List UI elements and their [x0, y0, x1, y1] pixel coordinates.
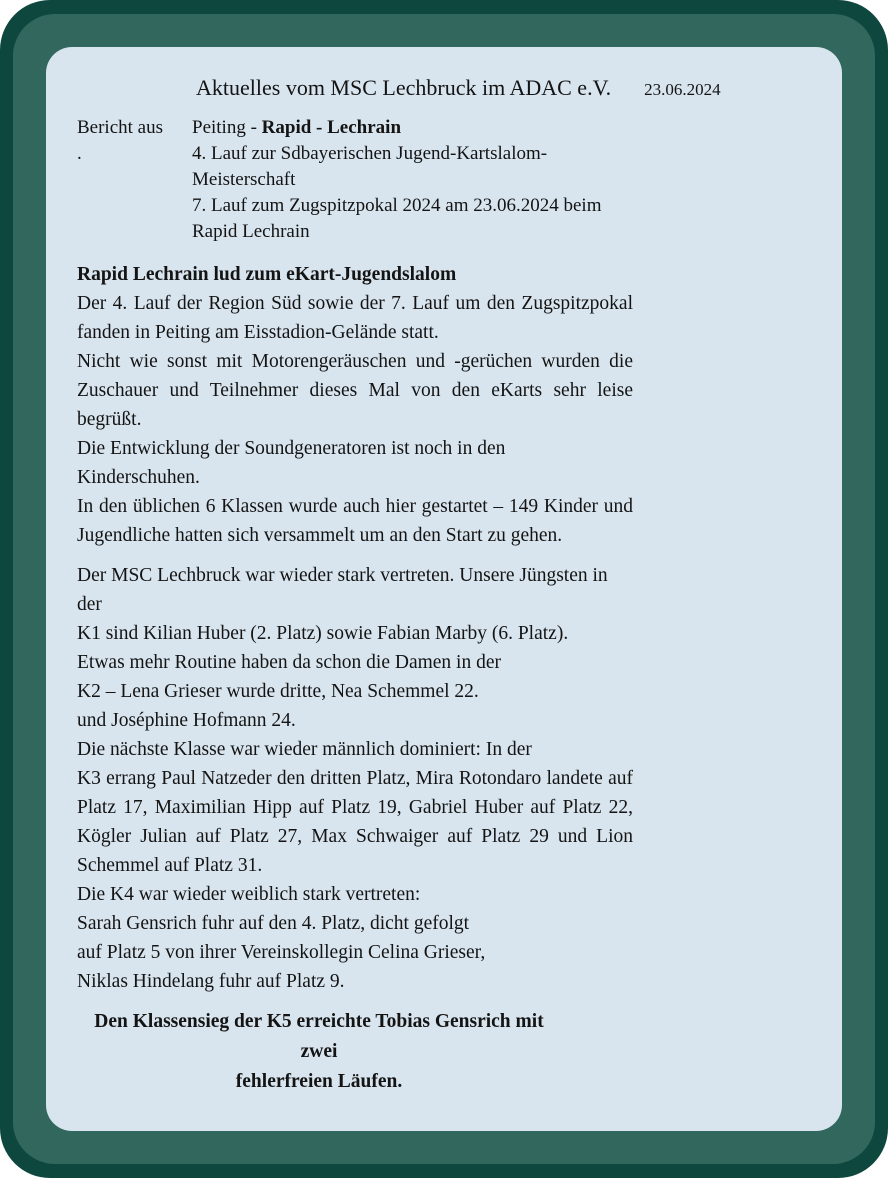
text-line: Den Klassensieg der K5 erreichte Tobias Gensrich mit zwei	[94, 1011, 544, 1062]
text-line: fanden in Peiting am Eisstadion-Gelände statt.	[77, 322, 439, 343]
text-line: K1 sind Kilian Huber (2. Platz) sowie Fabian Marby (6. Platz).	[77, 623, 569, 644]
report-source-lines	[192, 115, 633, 245]
report-source-label: Bericht aus	[77, 117, 164, 138]
page-title: Aktuelles vom MSC Lechbruck im ADAC e.V.	[196, 75, 612, 100]
document-text-column	[77, 47, 721, 1097]
report-location-prefix: Peiting -	[192, 117, 262, 138]
text-line: Niklas Hindelang fuhr auf Platz 9.	[77, 971, 345, 992]
report-source-label-dot: .	[77, 143, 82, 164]
report-location-line	[192, 115, 633, 141]
report-event-line: 7. Lauf zum Zugspitzpokal 2024 am 23.06.2024 beim Rapid Lechrain	[192, 195, 602, 242]
text-line: Die Entwicklung der Soundgeneratoren ist noch in den Kinderschuhen.	[77, 438, 506, 488]
article-heading: Rapid Lechrain lud zum eKart-Jugendslalom	[77, 264, 457, 285]
report-source-block	[77, 115, 633, 245]
document-date: 23.06.2024	[644, 80, 721, 99]
text-line: K3 errang Paul Natzeder den dritten Platz, Mira Rotondaro landete auf	[77, 768, 633, 789]
text-line: Die nächste Klasse war wieder männlich dominiert: In der	[77, 739, 532, 760]
text-line: und Joséphine Hofmann 24.	[77, 710, 296, 731]
text-line: fehlerfreien Läufen.	[235, 1071, 403, 1092]
text-line: Zuschauer und Teilnehmer dieses Mal von den eKarts sehr leise begrüßt.	[77, 380, 633, 430]
text-line: Der 4. Lauf der Region Süd sowie der 7. Lauf um den Zugspitzpokal	[77, 293, 633, 314]
report-location-name: Rapid - Lechrain	[261, 117, 402, 138]
text-line: K2 – Lena Grieser wurde dritte, Nea Schemmel 22.	[77, 681, 479, 702]
text-line: auf Platz 5 von ihrer Vereinskollegin Celina Grieser,	[77, 942, 486, 963]
article-paragraph-1	[77, 289, 633, 550]
document-header	[77, 75, 721, 101]
page-frame-inner	[13, 14, 875, 1164]
text-line: Platz 17, Maximilian Hipp auf Platz 19, Gabriel Huber auf Platz 22,	[77, 797, 633, 818]
text-line: Kögler Julian auf Platz 27, Max Schwaiger auf Platz 29 und Lion	[77, 826, 633, 847]
text-line: In den üblichen 6 Klassen wurde auch hier gestartet – 149 Kinder und	[77, 496, 633, 517]
text-line: Etwas mehr Routine haben da schon die Damen in der	[77, 652, 502, 673]
report-source-label-column	[77, 115, 192, 245]
article-paragraph-2	[77, 561, 633, 996]
text-line: Nicht wie sonst mit Motorengeräuschen und -gerüchen wurden die	[77, 351, 633, 372]
text-line: Schemmel auf Platz 31.	[77, 855, 263, 876]
closing-statement	[77, 1007, 561, 1097]
text-line: Der MSC Lechbruck war wieder stark vertreten. Unsere Jüngsten in der	[77, 565, 608, 615]
text-line: Jugendliche hatten sich versammelt um an den Start zu gehen.	[77, 525, 563, 546]
document-page	[46, 47, 842, 1131]
text-line: Die K4 war wieder weiblich stark vertreten:	[77, 884, 421, 905]
report-event-line: 4. Lauf zur Sdbayerischen Jugend-Kartslalom-Meisterschaft	[192, 143, 548, 190]
text-line: Sarah Gensrich fuhr auf den 4. Platz, dicht gefolgt	[77, 913, 470, 934]
article-body	[77, 260, 633, 1097]
